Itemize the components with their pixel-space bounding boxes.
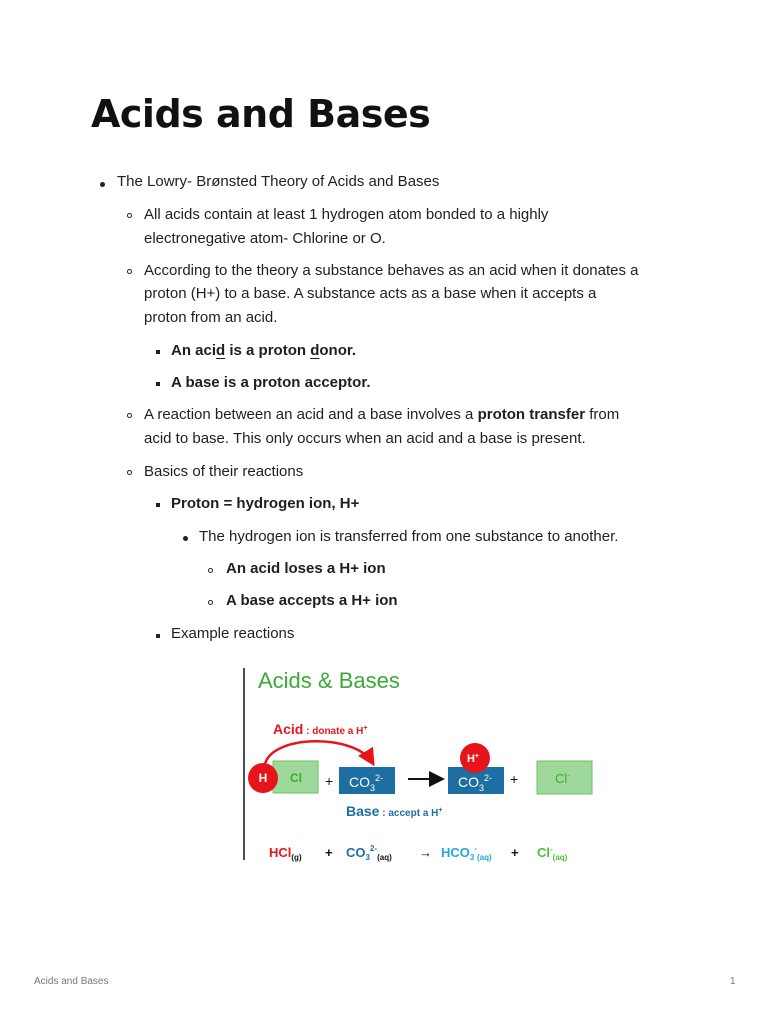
h-atom-label: H <box>258 771 268 785</box>
acid-loses-item: An acid loses a H+ ion <box>226 560 386 577</box>
bullet-disc <box>183 536 188 541</box>
list-item: According to the theory a substance behaves as an acid when it donates a <box>144 262 639 279</box>
list-item: Example reactions <box>171 625 295 642</box>
list-item: Basics of their reactions <box>144 463 304 480</box>
base-definition: A base is a proton acceptor. <box>171 374 371 391</box>
eq-hcl: HCl(g) <box>269 845 302 862</box>
list-item-continuation: electronegative atom- Chlorine or O. <box>144 230 386 247</box>
proton-definition: Proton = hydrogen ion, H+ <box>171 495 360 512</box>
cl-box-label: Cl <box>290 771 302 785</box>
hco3-box-label: $CO_3^{2-}$ <box>458 773 493 793</box>
figure-title: Acids & Bases <box>258 668 400 693</box>
acids-bases-figure <box>243 666 603 862</box>
bullet-circle <box>127 413 132 418</box>
bullet-circle <box>208 600 213 605</box>
base-label: Base : accept a H+ <box>346 803 443 819</box>
bullet-circle <box>127 213 132 218</box>
eq-cl: $Cl^-_{(aq)}$ <box>537 845 568 862</box>
acid-definition: An acid is a proton donor. <box>171 342 357 359</box>
eq-co3: $CO3^{2-}_{(aq)}$ <box>346 844 392 862</box>
cl-minus-label: Cl- <box>555 771 570 786</box>
h-plus-label: H+ <box>466 753 480 765</box>
bullet-square <box>156 350 160 354</box>
bullet-circle <box>127 470 132 475</box>
list-item: The Lowry- Brønsted Theory of Acids and Bases <box>117 173 440 190</box>
list-item: A reaction between an acid and a base involves a proton transfer from <box>144 406 620 423</box>
plus-sign: + <box>510 771 519 787</box>
list-item-continuation: proton from an acid. <box>144 309 278 326</box>
base-accepts-item: A base accepts a H+ ion <box>226 592 398 609</box>
bullet-square <box>156 634 160 638</box>
list-item: The hydrogen ion is transferred from one substance to another. <box>199 528 619 545</box>
bullet-circle <box>127 269 132 274</box>
co3-box-label: $CO_3^{2-}$ <box>349 773 384 793</box>
bullet-square <box>156 382 160 386</box>
bullet-disc <box>100 182 105 187</box>
list-item-continuation: proton (H+) to a base. A substance acts as a base when it accepts a <box>144 285 597 302</box>
footer-title: Acids and Bases <box>34 976 109 987</box>
bullet-square <box>156 503 160 507</box>
eq-arrow: → <box>419 845 432 860</box>
eq-hco3: $HCO3^-_{(aq)}$ <box>441 844 492 862</box>
page-number: 1 <box>730 976 736 987</box>
eq-plus: + <box>325 845 333 860</box>
list-item-continuation: acid to base. This only occurs when an acid and a base is present. <box>144 430 586 447</box>
list-item: All acids contain at least 1 hydrogen atom bonded to a highly <box>144 206 549 223</box>
bullet-circle <box>208 568 213 573</box>
plus-sign: + <box>325 773 334 789</box>
page-title: Acids and Bases <box>91 92 431 136</box>
eq-plus: + <box>511 845 519 860</box>
acid-label: Acid : donate a H+ <box>273 721 368 737</box>
